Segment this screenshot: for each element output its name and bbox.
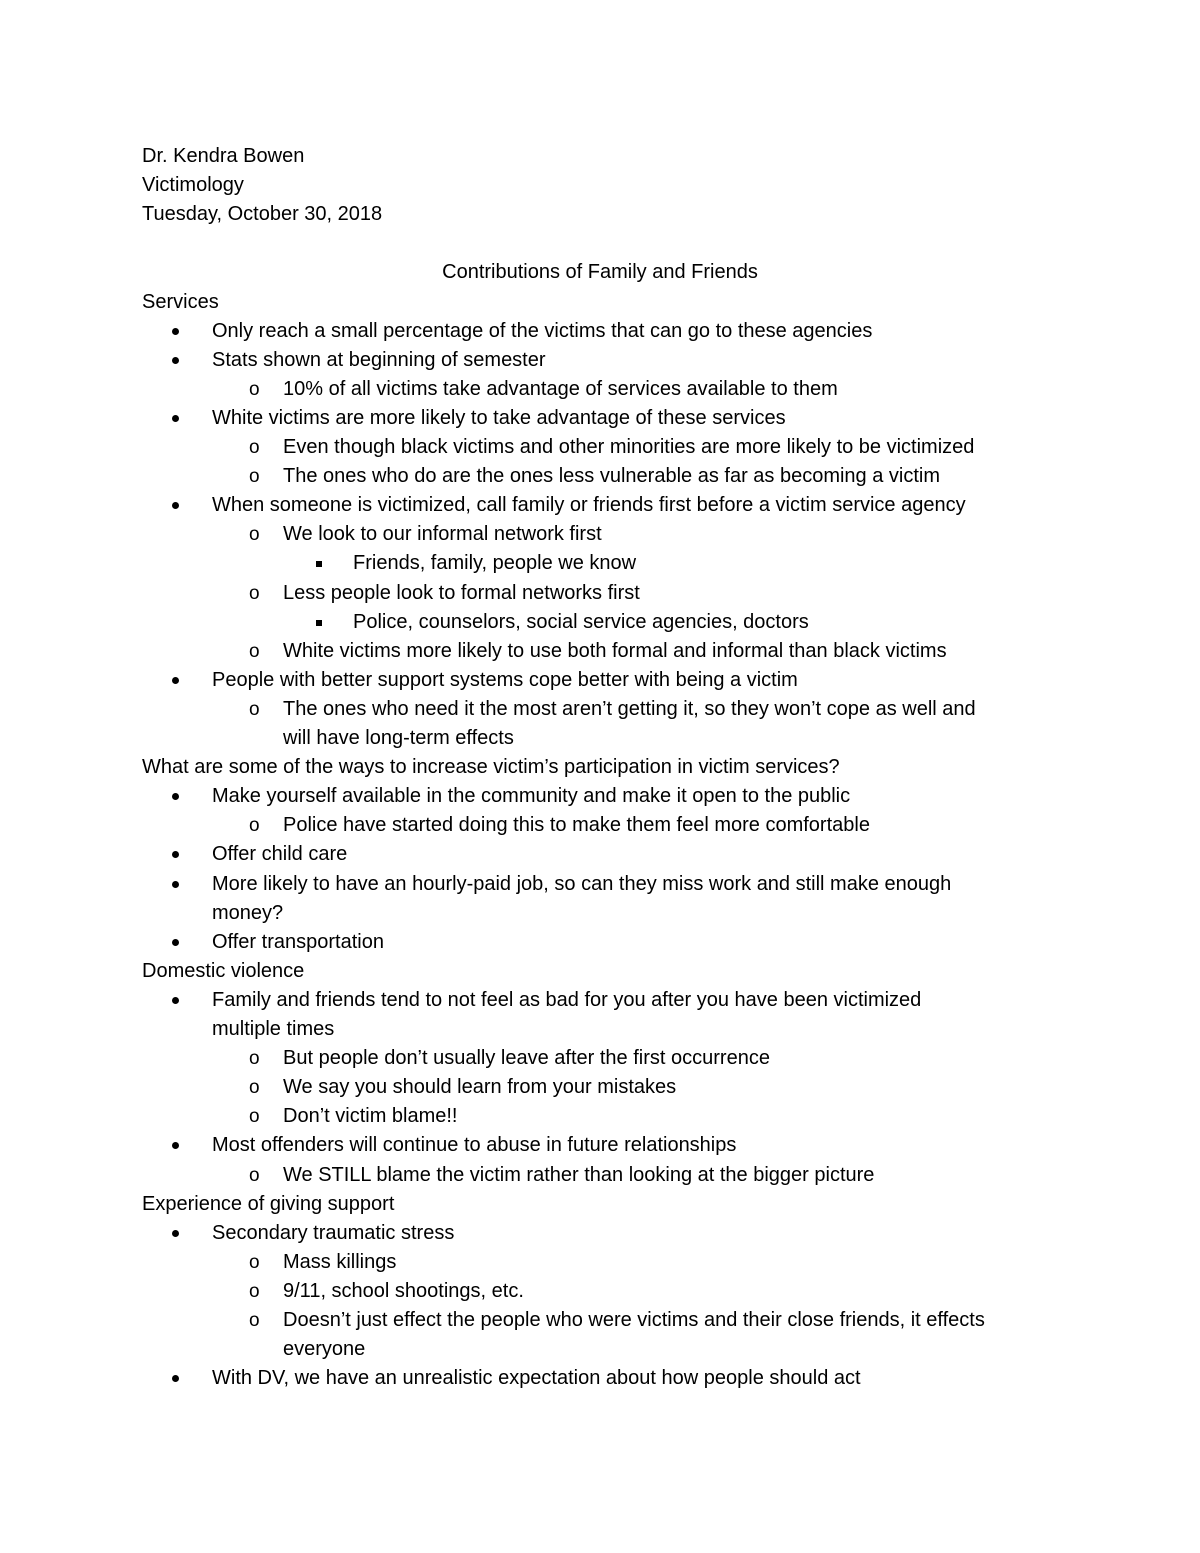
list-item xyxy=(0,1015,1200,1044)
bullet-icon xyxy=(172,881,179,888)
item-text: Secondary traumatic stress xyxy=(212,1221,455,1244)
list-item xyxy=(0,520,1200,549)
item-text: Domestic violence xyxy=(142,959,305,982)
item-text: Police, counselors, social service agencies, doctors xyxy=(353,610,809,633)
circle-bullet-icon: o xyxy=(249,815,260,837)
list-item xyxy=(0,1248,1200,1277)
item-text: What are some of the ways to increase victim’s participation in victim services? xyxy=(142,756,840,779)
circle-bullet-icon: o xyxy=(249,1164,260,1186)
list-item xyxy=(0,1277,1200,1306)
list-item xyxy=(0,1335,1200,1364)
item-text: Only reach a small percentage of the victims that can go to these agencies xyxy=(212,319,873,342)
circle-bullet-icon: o xyxy=(249,698,260,720)
item-text: everyone xyxy=(283,1338,366,1361)
item-text: Most offenders will continue to abuse in future relationships xyxy=(212,1134,737,1157)
item-text: But people don’t usually leave after the first occurrence xyxy=(283,1047,770,1070)
list-item xyxy=(0,317,1200,346)
item-text: Services xyxy=(142,290,219,313)
list-item xyxy=(0,1102,1200,1131)
item-text: Don’t victim blame!! xyxy=(283,1105,458,1128)
circle-bullet-icon: o xyxy=(249,1251,260,1273)
list-item xyxy=(0,928,1200,957)
section-heading xyxy=(0,288,1200,317)
list-item xyxy=(0,1364,1200,1393)
item-text: multiple times xyxy=(212,1018,335,1040)
bullet-icon xyxy=(172,1375,179,1382)
list-item xyxy=(0,666,1200,695)
list-item xyxy=(0,1219,1200,1248)
item-text: We look to our informal network first xyxy=(283,523,602,546)
circle-bullet-icon: o xyxy=(249,524,260,546)
list-item xyxy=(0,811,1200,840)
list-item xyxy=(0,637,1200,666)
list-item xyxy=(0,870,1200,899)
item-text: The ones who need it the most aren’t getting it, so they won’t cope as well and xyxy=(283,697,976,720)
bullet-icon xyxy=(172,415,179,422)
item-text: money? xyxy=(212,901,284,924)
author-line: Dr. Kendra Bowen xyxy=(142,145,305,167)
list-item xyxy=(0,462,1200,491)
date-line: Tuesday, October 30, 2018 xyxy=(142,203,383,226)
item-text: People with better support systems cope better with being a victim xyxy=(212,668,798,691)
list-item xyxy=(0,579,1200,608)
square-bullet-icon xyxy=(316,561,322,567)
item-text: White victims more likely to use both formal and informal than black victims xyxy=(283,639,947,662)
list-item xyxy=(0,695,1200,724)
item-text: 10% of all victims take advantage of services available to them xyxy=(283,377,838,400)
item-text: We STILL blame the victim rather than looking at the bigger picture xyxy=(283,1163,875,1186)
bullet-icon xyxy=(172,793,179,800)
circle-bullet-icon: o xyxy=(249,1106,260,1128)
item-text: Friends, family, people we know xyxy=(353,552,637,575)
circle-bullet-icon: o xyxy=(249,378,260,400)
item-text: Even though black victims and other minorities are more likely to be victimized xyxy=(283,436,975,458)
circle-bullet-icon: o xyxy=(249,582,260,604)
circle-bullet-icon: o xyxy=(249,1077,260,1099)
list-item xyxy=(0,491,1200,520)
list-item xyxy=(0,724,1200,753)
item-text: Experience of giving support xyxy=(142,1192,395,1215)
item-text: Make yourself available in the community and make it open to the public xyxy=(212,785,851,808)
list-item xyxy=(0,1044,1200,1073)
item-text: will have long-term effects xyxy=(283,727,514,749)
item-text: Police have started doing this to make them feel more comfortable xyxy=(283,814,870,837)
bullet-icon xyxy=(172,677,179,684)
circle-bullet-icon: o xyxy=(249,1048,260,1070)
circle-bullet-icon: o xyxy=(249,640,260,662)
item-text: We say you should learn from your mistakes xyxy=(283,1076,677,1099)
item-text: Less people look to formal networks first xyxy=(283,581,640,604)
bullet-icon xyxy=(172,997,179,1004)
document-title: Contributions of Family and Friends xyxy=(442,261,758,284)
item-text: The ones who do are the ones less vulnerable as far as becoming a victim xyxy=(283,465,941,488)
circle-bullet-icon: o xyxy=(249,1310,260,1331)
square-bullet-icon xyxy=(316,620,322,626)
bullet-icon xyxy=(172,1142,179,1149)
bullet-icon xyxy=(172,1230,179,1237)
item-text: White victims are more likely to take advantage of these services xyxy=(212,406,786,429)
list-item xyxy=(0,840,1200,869)
section-heading xyxy=(0,1190,1200,1219)
item-text: With DV, we have an unrealistic expectation about how people should act xyxy=(212,1367,861,1390)
list-item xyxy=(0,1131,1200,1160)
list-item xyxy=(0,986,1200,1015)
bullet-icon xyxy=(172,939,179,946)
list-item xyxy=(0,608,1200,637)
bullet-icon xyxy=(172,328,179,335)
list-item xyxy=(0,782,1200,811)
list-item xyxy=(0,375,1200,404)
circle-bullet-icon: o xyxy=(249,466,260,488)
circle-bullet-icon: o xyxy=(249,1280,260,1302)
bullet-icon xyxy=(172,851,179,858)
item-text: Mass killings xyxy=(283,1250,397,1273)
section-heading xyxy=(0,753,1200,782)
list-item xyxy=(0,433,1200,462)
item-text: Offer transportation xyxy=(212,930,384,953)
list-item xyxy=(0,1073,1200,1102)
list-item xyxy=(0,549,1200,578)
bullet-icon xyxy=(172,357,179,364)
list-item xyxy=(0,899,1200,928)
circle-bullet-icon: o xyxy=(249,437,260,458)
list-item xyxy=(0,404,1200,433)
list-item xyxy=(0,1161,1200,1190)
list-item xyxy=(0,1306,1200,1335)
item-text: Family and friends tend to not feel as bad for you after you have been victimized xyxy=(212,988,922,1011)
item-text: More likely to have an hourly-paid job, so can they miss work and still make enough xyxy=(212,872,952,895)
item-text: 9/11, school shootings, etc. xyxy=(283,1279,524,1302)
item-text: Doesn’t just effect the people who were victims and their close friends, it effects xyxy=(283,1309,985,1331)
item-text: When someone is victimized, call family or friends first before a victim service agency xyxy=(212,494,966,517)
section-heading xyxy=(0,957,1200,986)
item-text: Offer child care xyxy=(212,843,348,866)
item-text: Stats shown at beginning of semester xyxy=(212,348,546,371)
bullet-icon xyxy=(172,502,179,509)
list-item xyxy=(0,346,1200,375)
course-line: Victimology xyxy=(142,174,244,197)
